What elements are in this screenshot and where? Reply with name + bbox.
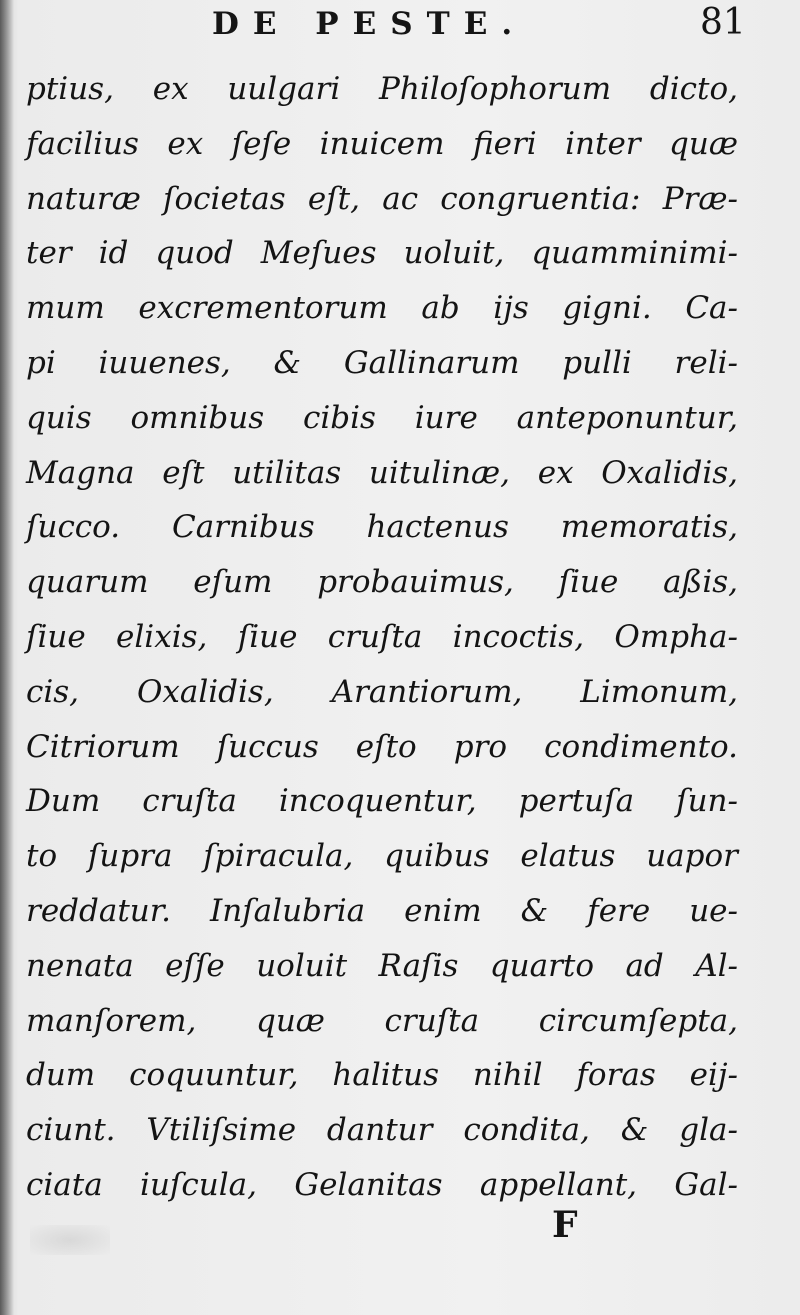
text-line: Dum cruſta incoquentur, pertuſa ſun-: [26, 783, 738, 820]
text-line: to ſupra ſpiracula, quibus elatus uapor: [26, 838, 738, 875]
text-line: quis omnibus cibis iure anteponuntur,: [26, 399, 738, 436]
text-line: mum excrementorum ab ijs gigni. Ca-: [26, 290, 738, 327]
text-line: dum coquuntur, halitus nihil foras eij-: [26, 1057, 738, 1094]
text-line: Citriorum ſuccus eſto pro condimento.: [26, 728, 738, 765]
text-line: cis, Oxalidis, Arantiorum, Limonum,: [26, 673, 738, 710]
text-line: ſucco. Carnibus hactenus memoratis,: [26, 509, 738, 546]
body-text: [26, 62, 738, 1213]
page-number: 81: [700, 2, 746, 43]
text-line: nenata eſſe uoluit Raſis quarto ad Al-: [26, 947, 738, 984]
text-line: ter id quod Meſues uoluit, quamminimi-: [26, 235, 738, 272]
page-header: [0, 0, 800, 56]
text-line: naturæ ſocietas eſt, ac congruentia: Præ-: [26, 180, 738, 217]
text-line: reddatur. Inſalubria enim & fere ue-: [26, 892, 738, 929]
text-line: ptius, ex uulgari Philoſophorum dicto,: [26, 71, 738, 107]
gutter-shadow: [0, 0, 14, 1315]
paper-smudge: [30, 1225, 110, 1255]
text-line: facilius ex ſeſe inuicem fieri inter quæ: [26, 125, 738, 162]
text-line: pi iuuenes, & Gallinarum pulli reli-: [26, 344, 738, 381]
text-line: quarum eſum probauimus, ſiue aßis,: [26, 564, 738, 601]
text-line: ſiue elixis, ſiue cruſta incoctis, Ompha-: [26, 618, 738, 655]
signature-mark: F: [552, 1204, 578, 1246]
text-line: ciata iuſcula, Gelanitas appellant, Gal-: [26, 1166, 738, 1203]
running-title: DE PESTE.: [212, 6, 527, 42]
text-line: ciunt. Vtiliſsime dantur condita, & gla-: [26, 1112, 738, 1149]
text-line: manſorem, quæ cruſta circumſepta,: [26, 1002, 738, 1039]
text-line: Magna eſt utilitas uitulinæ, ex Oxalidis,: [26, 454, 738, 491]
